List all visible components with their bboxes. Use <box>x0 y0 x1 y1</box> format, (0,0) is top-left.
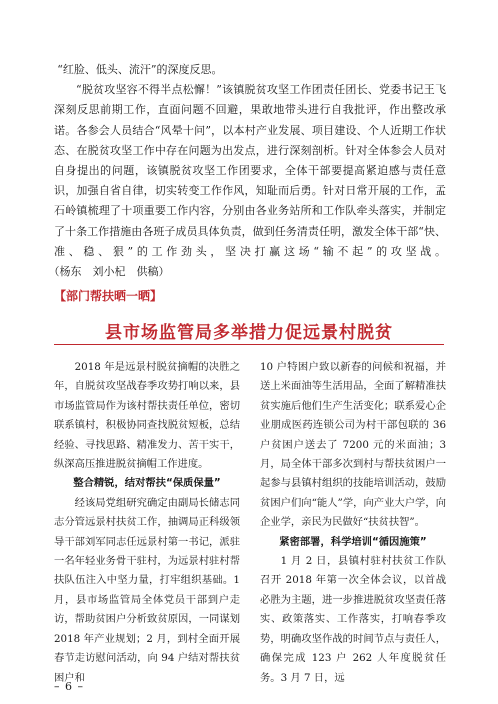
article-title: 县市场监管局多举措力促远景村脱贫 <box>105 323 393 343</box>
paragraph: 经该局党组研究确定由副局长储志同志分管远景村扶贫工作，抽调局正科级领导干部刘军同志任远景村第一书记，派驻一名年轻业务骨干驻村，为远景村驻村帮扶队伍注入中坚力量，打牢组织基础。1 月，县市场监管局全体党员干部到户走访，帮助贫困户分析致贫原因，一同谋划 2018 年产业规划；2 月，到村全面开展春节走访慰问活动，向 94 户结对帮扶贫困户和 <box>54 496 240 684</box>
paragraph: 10 户特困户致以新春的问候和祝福，并送上米面油等生活用品，全面了解精准扶贫实施后他们生产生活变化；联系爱心企业朋成医药连锁公司为村干部包联的 36 户贫困户送去了 7200 元的米面油；3 月，局全体干部多次到村与帮扶贫困户一起参与县镇村组织的技能培训活动，鼓励贫困户们向“能人”学，向产业大户学，向企业学，亲民为民做好“扶贫扶智”。 <box>260 361 446 529</box>
article-column-right <box>260 358 446 688</box>
paragraph: 1 月 2 日，县镇村驻村扶贫工作队召开 2018 年第一次全体会议，以首战必胜为主题，进一步推进脱贫攻坚责任落实、政策落实、工作落实，打响春季攻势，明确攻坚作战的时间节点与责任人，确保完成 123 户 262 人年度脱贫任务。3 月 7 日，远 <box>260 555 446 684</box>
paragraph: 2018 年是远景村脱贫摘帽的决胜之年，自脱贫攻坚战春季攻势打响以来，县市场监管局作为该村帮扶责任单位，密切联系镇村，积极协同查找脱贫短板，总结经验、寻找思路、精准发力、苦干实干，纵深高压推进脱贫摘帽工作进度。 <box>54 361 240 471</box>
paragraph-text: “脱贫攻坚容不得半点松懈！”该镇脱贫攻坚工作团责任团长、党委书记王飞深刻反思前期工作，直面问题不回避，果敢地带头进行自我批评，作出整改承诺。各参会人员结合“风晕十问”，以本村产业发展、项目建设、个人近期工作状态、在脱贫攻坚工作中存在问题为出发点，进行深刻剖析。针对全体参会人员对自身提出的问题，该镇脱贫攻坚工作团要求，全体干部要提高紧迫感与责任意识，加强自省自律，切实转变工作作风，知耻而后勇。针对日常开展的工作，孟石岭镇梳理了十项重要工作内容，分别由各业务站所和工作队牵头落实，并制定了十条工作措施由各班子成员具体负责，做到任务清责任明，激发全体干部“快、准、稳、狠”的工作劲头，坚决打赢这场“输不起”的攻坚战。 <box>54 83 446 258</box>
page-number: – 6 – <box>54 680 84 693</box>
continued-article <box>54 60 446 282</box>
paragraph <box>54 80 446 282</box>
section-tag: 【部门帮扶晒一晒】 <box>54 289 163 303</box>
author-credit: （杨东 刘小杞 供稿） <box>54 265 170 279</box>
title-divider <box>54 344 444 345</box>
article-column-left <box>54 358 240 688</box>
subheading: 整合精锐，结对帮扶“保质保量” <box>73 477 221 490</box>
paragraph: “红脸、低头、流汗”的深度反思。 <box>57 63 223 76</box>
subheading: 紧密部署，科学培训“循因施策” <box>279 535 427 548</box>
